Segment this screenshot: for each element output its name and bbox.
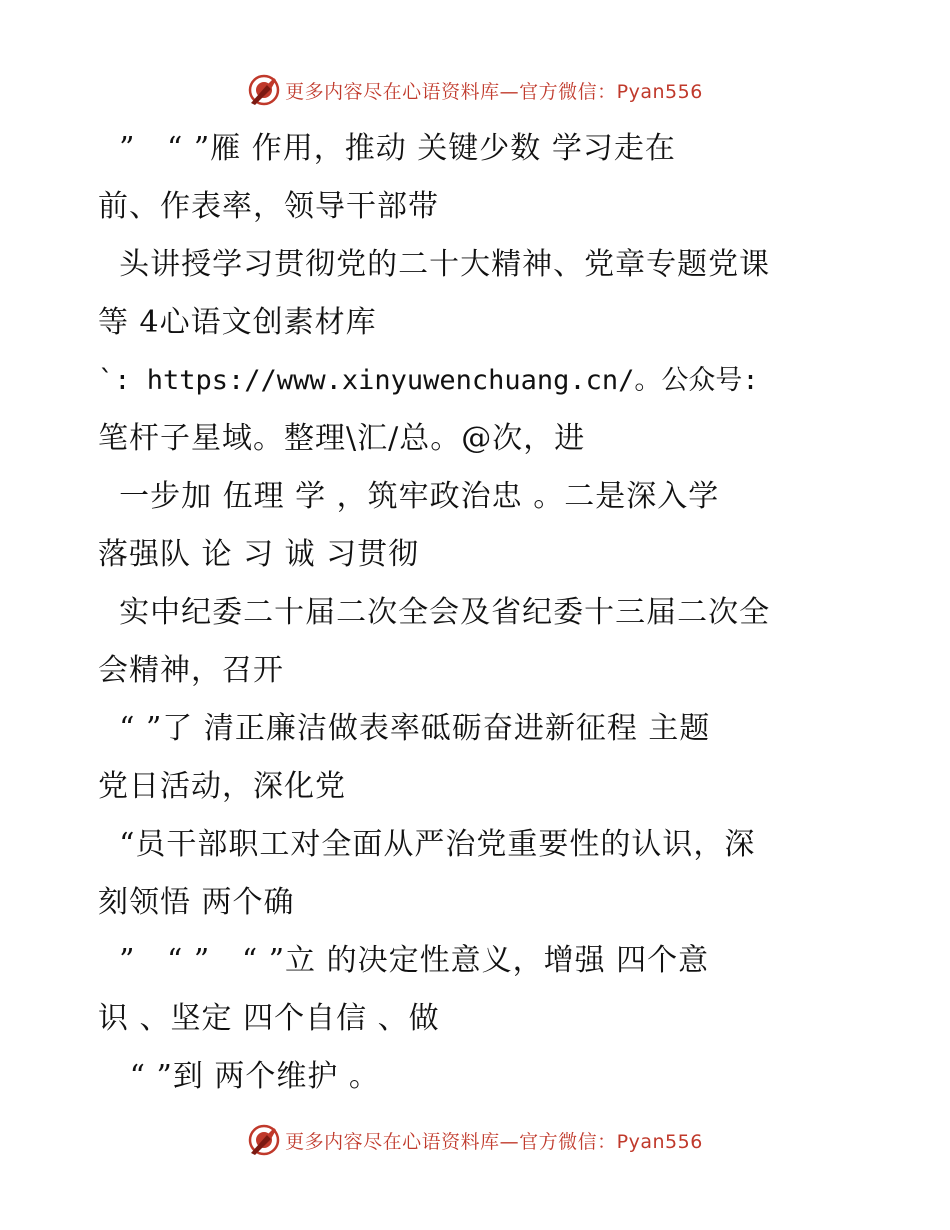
body-line: 头讲授学习贯彻党的二十大精神、党章专题党课 (98, 247, 771, 282)
body-line: ” “ ” “ ”立 的决定性意义，增强 四个意 (98, 943, 710, 978)
body-line: 落强队 论 习 诚 习贯彻 (98, 537, 420, 572)
header-banner (0, 70, 950, 110)
document-body (98, 120, 868, 1106)
banner-separator: — (499, 1130, 520, 1153)
body-line-url: `: https://www.xinyuwenchuang.cn/。公众号: (98, 365, 759, 396)
banner-channel: 官方微信：Pyan556 (519, 1130, 703, 1153)
banner-brand: 更多内容尽在心语资料库 (285, 80, 500, 103)
body-line: 党日活动，深化党 (98, 769, 346, 804)
banner-channel: 官方微信：Pyan556 (519, 80, 703, 103)
banner-brand: 更多内容尽在心语资料库 (285, 1130, 500, 1153)
banner-separator: — (499, 80, 520, 103)
body-line: 刻领悟 两个确 (98, 885, 295, 920)
pen-logo-icon (247, 73, 281, 107)
banner-text (285, 77, 703, 104)
body-line: ” “ ”雁 作用，推动 关键少数 学习走在 (98, 131, 676, 166)
body-line: 笔杆子星域。整理\汇/总。@次，进 (98, 421, 586, 456)
footer-banner (0, 1120, 950, 1160)
pen-logo-icon (247, 1123, 281, 1157)
body-line: “ ”了 清正廉洁做表率砥砺奋进新征程 主题 (98, 711, 711, 746)
body-line: 一步加 伍理 学 ，筑牢政治忠 。二是深入学 (98, 479, 720, 514)
body-line: 会精神，召开 (98, 653, 284, 688)
body-line: “员干部职工对全面从严治党重要性的认识，深 (98, 827, 756, 862)
body-line: “ ”到 两个维护 。 (98, 1059, 380, 1094)
banner-text (285, 1127, 703, 1154)
body-line: 实中纪委二十届二次全会及省纪委十三届二次全 (98, 595, 771, 630)
body-line: 前、作表率，领导干部带 (98, 189, 439, 224)
body-line: 识 、坚定 四个自信 、做 (98, 1001, 440, 1036)
body-line: 等 4心语文创素材库 (98, 305, 377, 340)
